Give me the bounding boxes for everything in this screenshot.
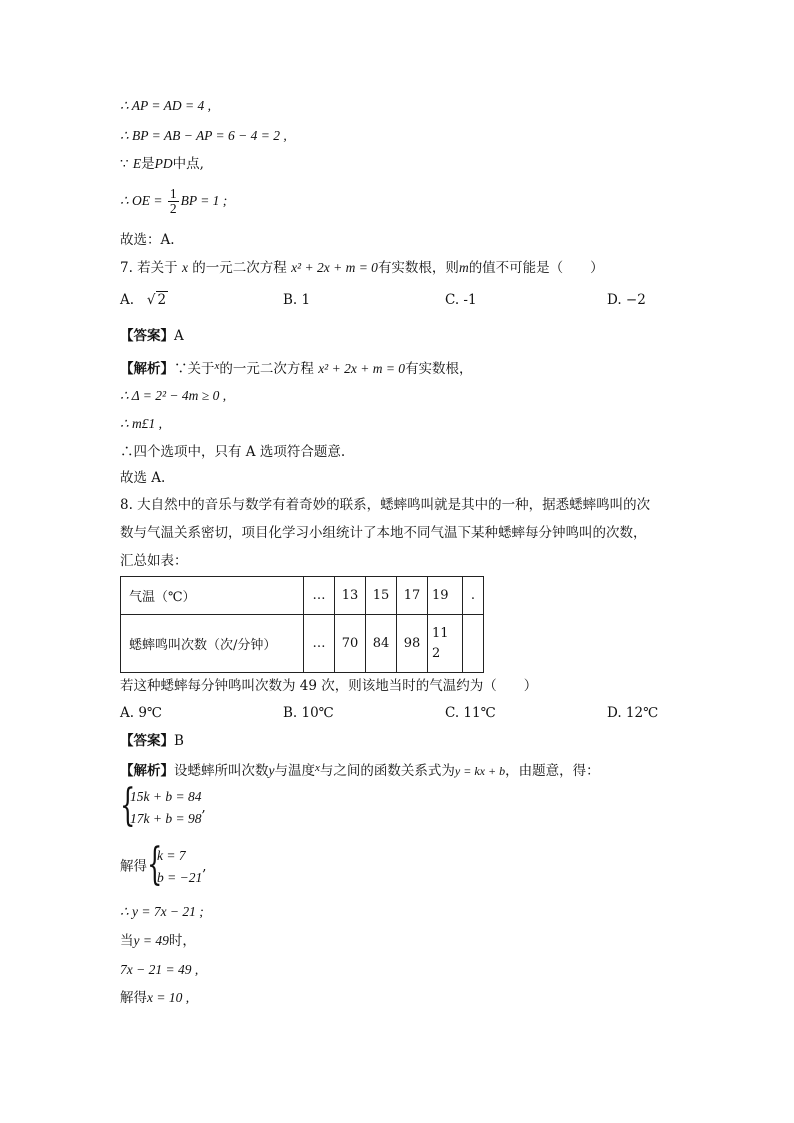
q7-analysis: 【解析】∵关于$^x$的一元二次方程 x² + 2x + m = 0有实数根，: [120, 360, 473, 377]
system-brace-2: { k = 7 b = −21: [147, 839, 203, 890]
q8-analysis: 【解析】设蟋蟀所叫次数y与温度$^x$与之间的函数关系式为y = kx + b，由题意，得：: [120, 762, 600, 779]
q8-option-d: D. 12℃: [607, 705, 659, 721]
q8-stem-3: 汇总如表：: [120, 553, 188, 569]
q7-m-range: ∴ m£1 ,: [120, 416, 162, 431]
table-cell: 17: [397, 577, 428, 615]
conclusion-prev: 故选：A.: [120, 232, 175, 248]
table-cell: 15: [366, 577, 397, 615]
equation-system-2: 解得 { k = 7 b = −21 ,: [120, 839, 207, 890]
table-cell: 84: [366, 615, 397, 673]
q7-stem: 7. 若关于 x 的一元二次方程 x² + 2x + m = 0有实数根，则m的值不可能是（ ）: [120, 260, 604, 276]
table-cell: …: [304, 577, 335, 615]
q8-question: 若这种蟋蟀每分钟鸣叫次数为 49 次，则该地当时的气温约为（ ）: [120, 678, 538, 694]
table-cell: 气温（℃）: [121, 577, 304, 615]
q7-answer: 【答案】A: [120, 328, 184, 344]
q8-option-b: B. 10℃: [283, 705, 334, 721]
q8-answer: 【答案】B: [120, 733, 184, 749]
q8-stem-2: 数与气温关系密切，项目化学习小组统计了本地不同气温下某种蟋蟀每分钟鸣叫的次数，: [120, 525, 647, 541]
q7-discriminant: ∴ Δ = 2² − 4m ≥ 0 ,: [120, 388, 227, 403]
equation-x: 7x − 21 = 49 ,: [120, 962, 199, 977]
solution-x: 解得x = 10 ,: [120, 990, 190, 1006]
step-ap: ∴ AP = AD = 4 ,: [120, 98, 211, 113]
table-cell: 11 2: [428, 615, 463, 673]
q7-conclusion: ∴四个选项中，只有 A 选项符合题意.: [120, 444, 346, 460]
step-oe: ∴ OE = $\frac{1}{2}$ BP = 1 ;: [120, 186, 228, 217]
q8-option-c: C. 11℃: [445, 705, 496, 721]
step-bp: ∴ BP = AB − AP = 6 − 4 = 2 ,: [120, 128, 287, 143]
q7-option-c: C. -1: [445, 292, 477, 308]
linear-function: ∴ y = 7x − 21 ;: [120, 904, 204, 919]
table-row: [121, 615, 484, 673]
table-cell: 13: [335, 577, 366, 615]
q8-stem-1: 8. 大自然中的音乐与数学有着奇妙的联系，蟋蟀鸣叫就是其中的一种，据悉蟋蟀鸣叫的次: [120, 497, 651, 513]
system-brace-1: { 15k + b = 84 17k + b = 98: [120, 780, 202, 831]
table-cell: 98: [397, 615, 428, 673]
substitute-y: 当y = 49时，: [120, 933, 196, 949]
table-cell: .: [463, 577, 484, 615]
q7-option-b: B. 1: [283, 292, 311, 308]
table-cell: 70: [335, 615, 366, 673]
equation-system-1: { 15k + b = 84 17k + b = 98 ,: [120, 780, 206, 831]
table-cell: …: [304, 615, 335, 673]
table-cell: 19: [428, 577, 463, 615]
table-cell: 蟋蟀鸣叫次数（次/分钟）: [121, 615, 304, 673]
q7-option-a: A. √ 2: [120, 292, 167, 308]
q7-choice: 故选 A.: [120, 470, 166, 486]
data-table: [120, 576, 484, 673]
q7-option-d: D. −2: [607, 292, 646, 308]
fraction-half: $\frac{1}{2}$: [169, 186, 177, 217]
table-cell: [463, 615, 484, 673]
table-row: [121, 577, 484, 615]
step-midpoint: ∵ E是PD中点,: [120, 156, 204, 172]
q8-option-a: A. 9℃: [120, 705, 163, 721]
